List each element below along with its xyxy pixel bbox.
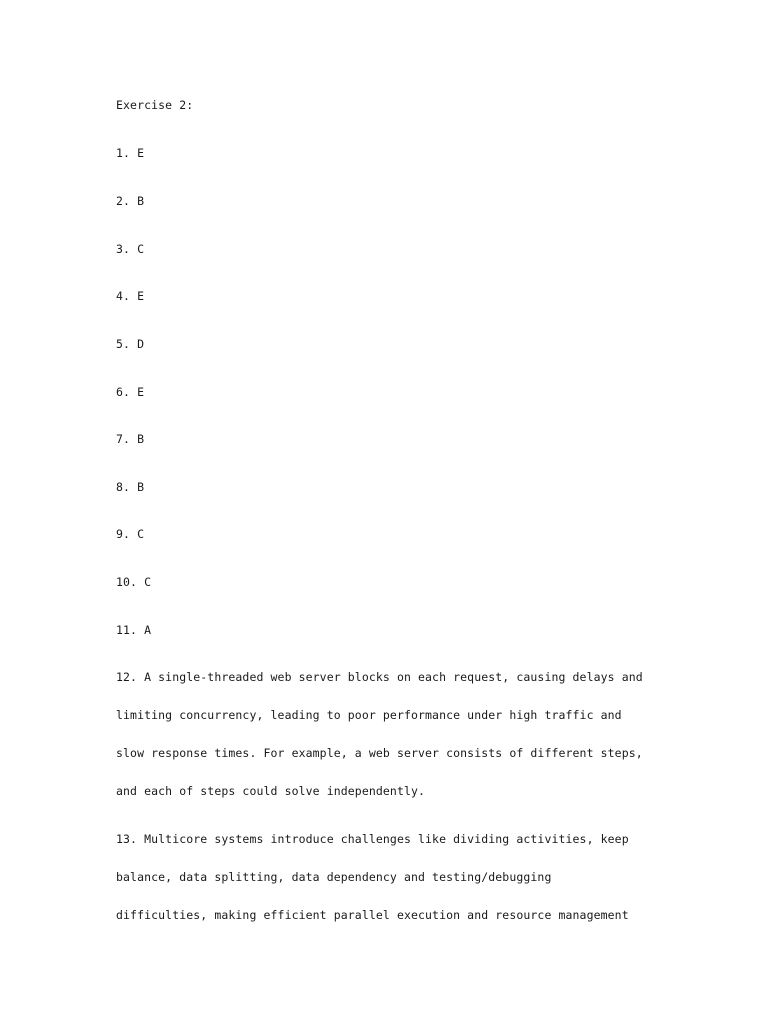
answer-4: 4. E (116, 289, 145, 303)
exercise-heading: Exercise 2: (116, 98, 194, 112)
answer-13-line: 13. Multicore systems introduce challenges like dividing activities, keep (116, 832, 629, 846)
answer-12-line: limiting concurrency, leading to poor performance under high traffic and (116, 708, 622, 722)
answer-7: 7. B (116, 432, 145, 446)
answer-12-paragraph (116, 670, 656, 822)
answer-5: 5. D (116, 337, 145, 351)
answer-10: 10. C (116, 575, 152, 589)
answer-13-paragraph (116, 832, 656, 946)
answer-12-line: slow response times. For example, a web server consists of different steps, (116, 746, 643, 760)
answer-1: 1. E (116, 146, 145, 160)
answer-12-line: 12. A single-threaded web server blocks on each request, causing delays and (116, 670, 643, 684)
answer-2: 2. B (116, 194, 145, 208)
answer-13-line: difficulties, making efficient parallel execution and resource management (116, 908, 629, 922)
answer-6: 6. E (116, 385, 145, 399)
answer-13-line: balance, data splitting, data dependency and testing/debugging (116, 870, 552, 884)
answer-11: 11. A (116, 623, 152, 637)
answer-12-line: and each of steps could solve independently. (116, 784, 426, 798)
answer-3: 3. C (116, 242, 145, 256)
answer-8: 8. B (116, 480, 145, 494)
answer-9: 9. C (116, 527, 145, 541)
